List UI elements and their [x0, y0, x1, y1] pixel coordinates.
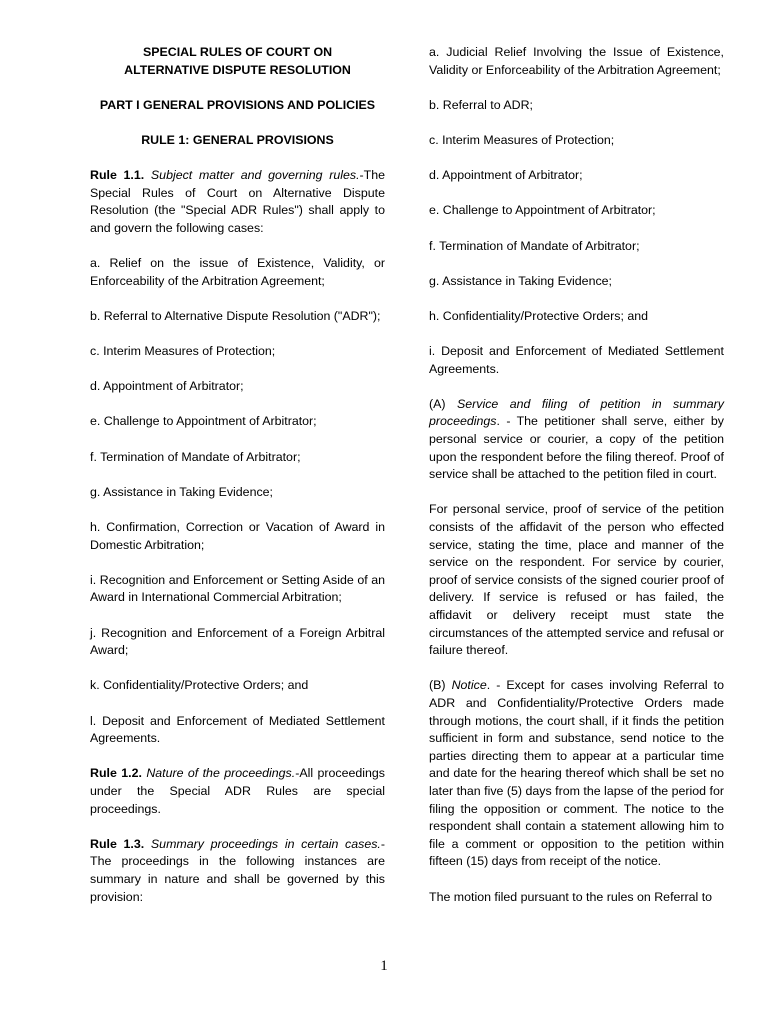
left-list-item: e. Challenge to Appointment of Arbitrator;: [90, 414, 317, 429]
left-list-item: h. Confirmation, Correction or Vacation of Award in Domestic Arbitration;: [90, 520, 385, 552]
rule-1-2-title: Nature of the proceedings.: [146, 766, 296, 781]
rule-heading: RULE 1: GENERAL PROVISIONS: [141, 132, 334, 147]
left-list-item: a. Relief on the issue of Existence, Validity, or Enforceability of the Arbitration Agreement;: [90, 256, 385, 288]
rule-1-2-label: Rule 1.2.: [90, 766, 142, 781]
right-column: [429, 44, 724, 924]
left-list-item: l. Deposit and Enforcement of Mediated Settlement Agreements.: [90, 713, 385, 746]
right-list-item: c. Interim Measures of Protection;: [429, 132, 615, 147]
section-a-service: [429, 396, 724, 484]
doc-title-line2: ALTERNATIVE DISPUTE RESOLUTION: [124, 62, 351, 77]
rule-1-3-title: Summary proceedings in certain cases.: [150, 836, 381, 851]
right-list-item: d. Appointment of Arbitrator;: [429, 168, 583, 183]
right-list-item: e. Challenge to Appointment of Arbitrator;: [429, 203, 656, 218]
right-list-item: i. Deposit and Enforcement of Mediated Settlement Agreements.: [429, 344, 724, 376]
right-list-item: f. Termination of Mandate of Arbitrator;: [429, 238, 640, 253]
doc-title-line1: SPECIAL RULES OF COURT ON: [142, 45, 333, 59]
rule-1-3-text: - The proceedings in the following instances are summary in nature and shall be governed by this provision:: [90, 836, 385, 904]
right-list-item: a. Judicial Relief Involving the Issue of Existence, Validity or Enforceability of the Arbitration Agreement;: [429, 45, 724, 77]
left-list-item: f. Termination of Mandate of Arbitrator;: [90, 449, 301, 464]
right-list-item: b. Referral to ADR;: [429, 97, 533, 112]
left-list-item: i. Recognition and Enforcement or Setting Aside of an Award in International Commercial Arbitration;: [90, 572, 385, 605]
rule-1-2-text: -All proceedings under the Special ADR Rules are special proceedings.: [90, 766, 385, 816]
rule-1-1: [90, 167, 385, 237]
rule-1-3-label: Rule 1.3.: [90, 836, 145, 851]
left-list-item: d. Appointment of Arbitrator;: [90, 379, 244, 394]
rule-1-1-title: Subject matter and governing rules.: [150, 168, 360, 183]
rule-1-1-text: -The Special Rules of Court on Alternative Dispute Resolution (the "Special ADR Rules") shall apply to and govern the following cases:: [90, 168, 386, 235]
right-list-item: h. Confidentiality/Protective Orders; and: [429, 308, 649, 323]
section-a-title: Service and filing of petition in summary proceedings: [429, 396, 724, 429]
right-list-item: g. Assistance in Taking Evidence;: [429, 273, 612, 288]
left-list-item: c. Interim Measures of Protection;: [90, 344, 276, 359]
section-b-notice: [429, 677, 724, 871]
section-b-label: (B): [429, 678, 446, 693]
rule-1-3: [90, 836, 385, 906]
rule-1-1-label: Rule 1.1.: [90, 168, 145, 183]
part-heading: PART I GENERAL PROVISIONS AND POLICIES: [99, 97, 376, 112]
left-list-item: k. Confidentiality/Protective Orders; and: [90, 678, 309, 693]
personal-service-paragraph: For personal service, proof of service of the petition consists of the affidavit of the person who effected service, stating the time, place and manner of the service on the respondent. For service by courier, proof of service consists of the signed courier proof of delivery. If service is refused or has failed, the affidavit or delivery receipt must state the circumstances of the attempted service and refusal or failure thereof.: [429, 502, 724, 658]
section-a-text: . - The petitioner shall serve, either by personal service or courier, a copy of the petition upon the respondent before the filing thereof. Proof of service shall be attached to the petition filed in court.: [429, 414, 724, 482]
continuation-line: The motion filed pursuant to the rules on Referral to: [429, 889, 713, 904]
section-b-title: Notice: [451, 678, 487, 693]
left-list-item: j. Recognition and Enforcement of a Foreign Arbitral Award;: [90, 625, 385, 658]
left-list-item: g. Assistance in Taking Evidence;: [90, 484, 273, 499]
rule-1-2: [90, 765, 385, 818]
left-column: [90, 44, 385, 924]
left-list-item: b. Referral to Alternative Dispute Resolution ("ADR");: [90, 308, 381, 323]
section-b-text: . - Except for cases involving Referral to ADR and Confidentiality/Protective Orders made through motions, the court shall, if it finds the petition sufficient in form and substance, send notice to the parties directing them to appear at a particular time and date for the hearing thereof which shall be set no later than five (5) days from the lapse of the period for filing the opposition or comment. The notice to the respondent shall contain a statement allowing him to file a comment or opposition to the petition within fifteen (15) days from receipt of the notice.: [429, 678, 724, 869]
page-number: 1: [380, 958, 388, 974]
section-a-label: (A): [429, 396, 446, 411]
